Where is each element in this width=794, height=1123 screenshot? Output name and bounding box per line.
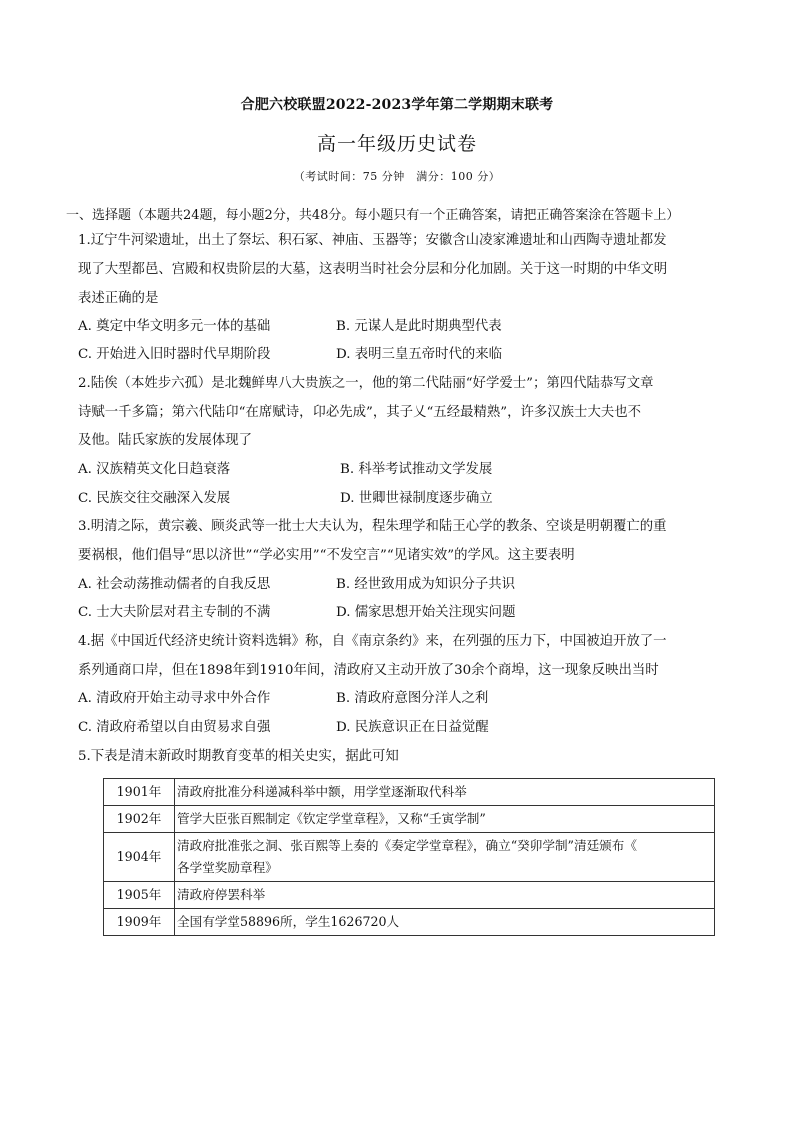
question-3-option-b[interactable]: B. 经世致用成为知识分子共识 [336, 577, 516, 592]
question-2-line-2: 诗赋一千多篇；第六代陆卬“在席赋诗，卬必先成”，其子乂“五经最精熟”，许多汉族士大夫也不 [78, 405, 642, 420]
table-row [104, 882, 715, 909]
question-3-option-c[interactable]: C. 士大夫阶层对君主专制的不满 [78, 605, 271, 620]
table-cell-year: 1909年 [104, 909, 175, 936]
question-2-option-b[interactable]: B. 科举考试推动文学发展 [340, 462, 493, 477]
question-1-line-3: 表述正确的是 [78, 291, 159, 306]
table-row [104, 909, 715, 936]
table-cell-year: 1901年 [104, 779, 175, 806]
question-4-option-d[interactable]: D. 民族意识正在日益觉醒 [336, 720, 489, 735]
question-1-line-2: 现了大型都邑、宫殿和权贵阶层的大墓，这表明当时社会分层和分化加剧。关于这一时期的中华文明 [78, 262, 668, 277]
table-cell-event-text: 全国有学堂58896所，学生1626720人 [177, 914, 400, 929]
table-cell-event-text: 清政府批准张之洞、张百熙等上奏的《奏定学堂章程》，确立“癸卯学制”清廷颁布《 [177, 838, 637, 853]
question-2-line-3: 及他。陆氏家族的发展体现了 [78, 433, 253, 448]
exam-title: 合肥六校联盟2022-2023学年第二学期期末联考 [240, 97, 554, 113]
question-1-line-1: 1.辽宁牛河梁遗址，出土了祭坛、积石冢、神庙、玉器等；安徽含山凌家滩遗址和山西陶寺遗址都发 [78, 233, 667, 248]
question-3-option-d[interactable]: D. 儒家思想开始关注现实问题 [336, 605, 516, 620]
table-cell-event-text: 管学大臣张百熙制定《钦定学堂章程》，又称“壬寅学制” [177, 811, 486, 826]
education-reform-table [103, 778, 715, 936]
table-row [104, 833, 715, 882]
section-heading: 一、选择题（本题共24题，每小题2分，共48分。每小题只有一个正确答案，请把正确答案涂在答题卡上） [66, 208, 680, 223]
question-4-option-a[interactable]: A. 清政府开始主动寻求中外合作 [78, 691, 271, 706]
question-3-line-2: 要祸根，他们倡导“思以济世”“学必实用”“不发空言”“见诸实效”的学风。这主要表明 [78, 548, 575, 563]
table-cell-year: 1905年 [104, 882, 175, 909]
subject-title: 高一年级历史试卷 [316, 133, 477, 155]
question-2-line-1: 2.陆俟（本姓步六孤）是北魏鲜卑八大贵族之一，他的第二代陆丽“好学爱士”；第四代陆恭写文章 [78, 376, 654, 391]
table-cell-event-text: 清政府停罢科举 [177, 887, 266, 902]
question-1-option-d[interactable]: D. 表明三皇五帝时代的来临 [336, 347, 503, 362]
table-cell-event-text: 各学堂奖励章程》 [177, 860, 278, 875]
table-cell-event [175, 833, 715, 882]
question-2-option-a[interactable]: A. 汉族精英文化日趋衰落 [78, 462, 231, 477]
table-cell-event [175, 779, 715, 806]
table-cell-event [175, 806, 715, 833]
question-3-option-a[interactable]: A. 社会动荡推动儒者的自我反思 [78, 577, 271, 592]
question-4-line-1: 4.据《中国近代经济史统计资料选辑》称，自《南京条约》来，在列强的压力下，中国被迫开放了一 [78, 634, 667, 649]
question-4-option-b[interactable]: B. 清政府意图分洋人之利 [336, 691, 489, 706]
table-cell-year: 1904年 [104, 833, 175, 882]
question-2-option-d[interactable]: D. 世卿世禄制度逐步确立 [340, 491, 493, 506]
question-2-option-c[interactable]: C. 民族交往交融深入发展 [78, 491, 231, 506]
table-cell-year: 1902年 [104, 806, 175, 833]
table-cell-event [175, 882, 715, 909]
exam-info: （考试时间：75 分钟 满分：100 分） [293, 170, 501, 183]
question-3-line-1: 3.明清之际，黄宗羲、顾炎武等一批士大夫认为，程朱理学和陆王心学的教条、空谈是明朝覆亡的重 [78, 519, 667, 534]
question-1-option-a[interactable]: A. 奠定中华文明多元一体的基础 [78, 319, 271, 334]
question-4-line-2: 系列通商口岸，但在1898年到1910年间，清政府又主动开放了30余个商埠，这一现象反映出当时 [78, 663, 659, 678]
question-5-line-1: 5.下表是清末新政时期教育变革的相关史实，据此可知 [78, 749, 399, 764]
question-1-option-c[interactable]: C. 开始进入旧时器时代早期阶段 [78, 347, 271, 362]
question-1-option-b[interactable]: B. 元谋人是此时期典型代表 [336, 319, 502, 334]
table-cell-event [175, 909, 715, 936]
question-4-option-c[interactable]: C. 清政府希望以自由贸易求自强 [78, 720, 271, 735]
table-row [104, 806, 715, 833]
table-cell-event-text: 清政府批准分科递减科举中额，用学堂逐渐取代科举 [177, 784, 467, 799]
table-row [104, 779, 715, 806]
